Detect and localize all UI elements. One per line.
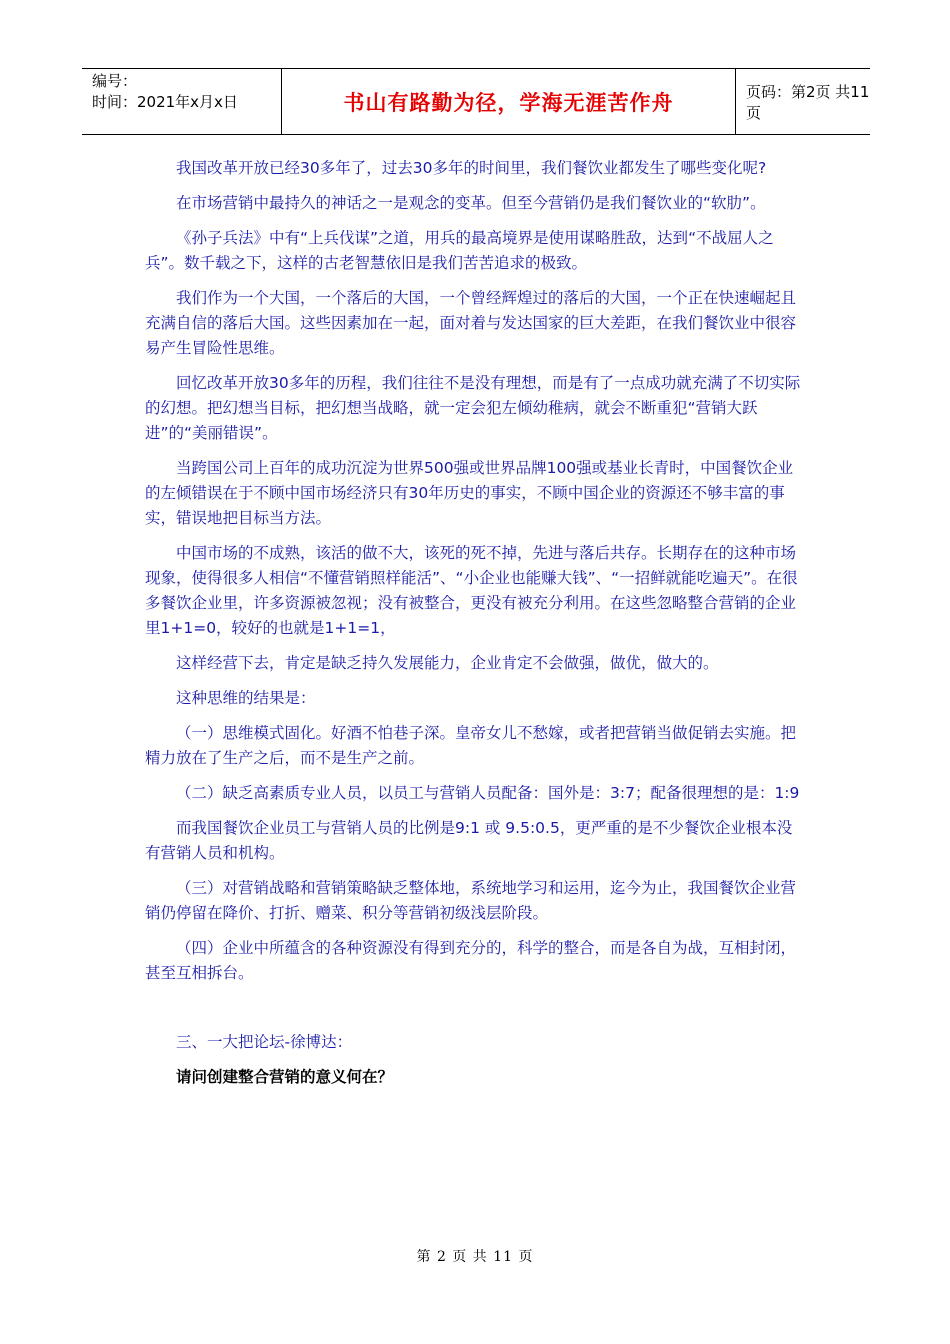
page-footer: 第 2 页 共 11 页 bbox=[416, 1249, 534, 1265]
section-heading: 三、一大把论坛-徐博达： bbox=[176, 1033, 353, 1051]
paragraph: 我国改革开放已经30多年了，过去30多年的时间里，我们餐饮业都发生了哪些变化呢? bbox=[176, 159, 767, 177]
header-motto-cell bbox=[282, 69, 736, 134]
question-heading: 请问创建整合营销的意义何在？ bbox=[176, 1068, 394, 1086]
paragraph: 回忆改革开放30多年的历程，我们往往不是没有理想，而是有了一点成功就充满了不切实际的幻想。把幻想当目标，把幻想当战略，就一定会犯左倾幼稚病，就会不断重犯“营销大跃进”的“美丽错误”。 bbox=[145, 374, 801, 442]
header-motto: 书山有路勤为径，学海无涯苦作舟 bbox=[343, 90, 674, 115]
header-page-number: 页码：第2页 共11页 bbox=[746, 82, 870, 122]
page-header bbox=[82, 68, 870, 135]
paragraph: 在市场营销中最持久的神话之一是观念的变革。但至今营销仍是我们餐饮业的“软肋”。 bbox=[176, 194, 766, 212]
document-body bbox=[145, 156, 807, 1100]
header-page-cell bbox=[736, 69, 870, 134]
header-meta bbox=[82, 69, 282, 134]
paragraph: 这样经营下去，肯定是缺乏持久发展能力，企业肯定不会做强，做优，做大的。 bbox=[176, 654, 719, 672]
list-item-paragraph: （二）缺乏高素质专业人员，以员工与营销人员配备：国外是：3:7；配备很理想的是：1:9 bbox=[176, 784, 800, 802]
paragraph: 当跨国公司上百年的成功沉淀为世界500强或世界品牌100强或基业长青时，中国餐饮企业的左倾错误在于不顾中国市场经济只有30年历史的事实，不顾中国企业的资源还不够丰富的事实，错误地把目标当方法。 bbox=[145, 459, 794, 527]
paragraph: 这种思维的结果是： bbox=[176, 689, 316, 707]
list-item-paragraph: （三）对营销战略和营销策略缺乏整体地，系统地学习和运用，迄今为止，我国餐饮企业营销仍停留在降价、打折、赠菜、积分等营销初级浅层阶段。 bbox=[145, 879, 797, 922]
paragraph: 中国市场的不成熟，该活的做不大，该死的死不掉，先进与落后共存。长期存在的这种市场现象，使得很多人相信“不懂营销照样能活”、“小企业也能赚大钱”、“一招鲜就能吃遍天”。在很多餐饮企业里，许多资源被忽视；没有被整合，更没有被充分利用。在这些忽略整合营销的企业里1+1=0，较好的也就是1+1=1， bbox=[145, 544, 798, 637]
paragraph: 我们作为一个大国，一个落后的大国，一个曾经辉煌过的落后的大国，一个正在快速崛起且充满自信的落后大国。这些因素加在一起，面对着与发达国家的巨大差距，在我们餐饮业中很容易产生冒险性思维。 bbox=[145, 289, 797, 357]
paragraph: 而我国餐饮企业员工与营销人员的比例是9:1 或 9.5:0.5，更严重的是不少餐饮企业根本没有营销人员和机构。 bbox=[145, 819, 793, 862]
paragraph: 《孙子兵法》中有“上兵伐谋”之道，用兵的最高境界是使用谋略胜敌，达到“不战屈人之兵”。数千载之下，这样的古老智慧依旧是我们苦苦追求的极致。 bbox=[145, 229, 774, 272]
list-item-paragraph: （一）思维模式固化。好酒不怕巷子深。皇帝女儿不愁嫁，或者把营销当做促销去实施。把精力放在了生产之后，而不是生产之前。 bbox=[145, 724, 797, 767]
document-number-label: 编号： bbox=[92, 72, 138, 90]
document-date-label: 时间：2021年x月x日 bbox=[92, 93, 238, 111]
list-item-paragraph: （四）企业中所蕴含的各种资源没有得到充分的，科学的整合，而是各自为战，互相封闭，甚至互相拆台。 bbox=[145, 939, 797, 982]
